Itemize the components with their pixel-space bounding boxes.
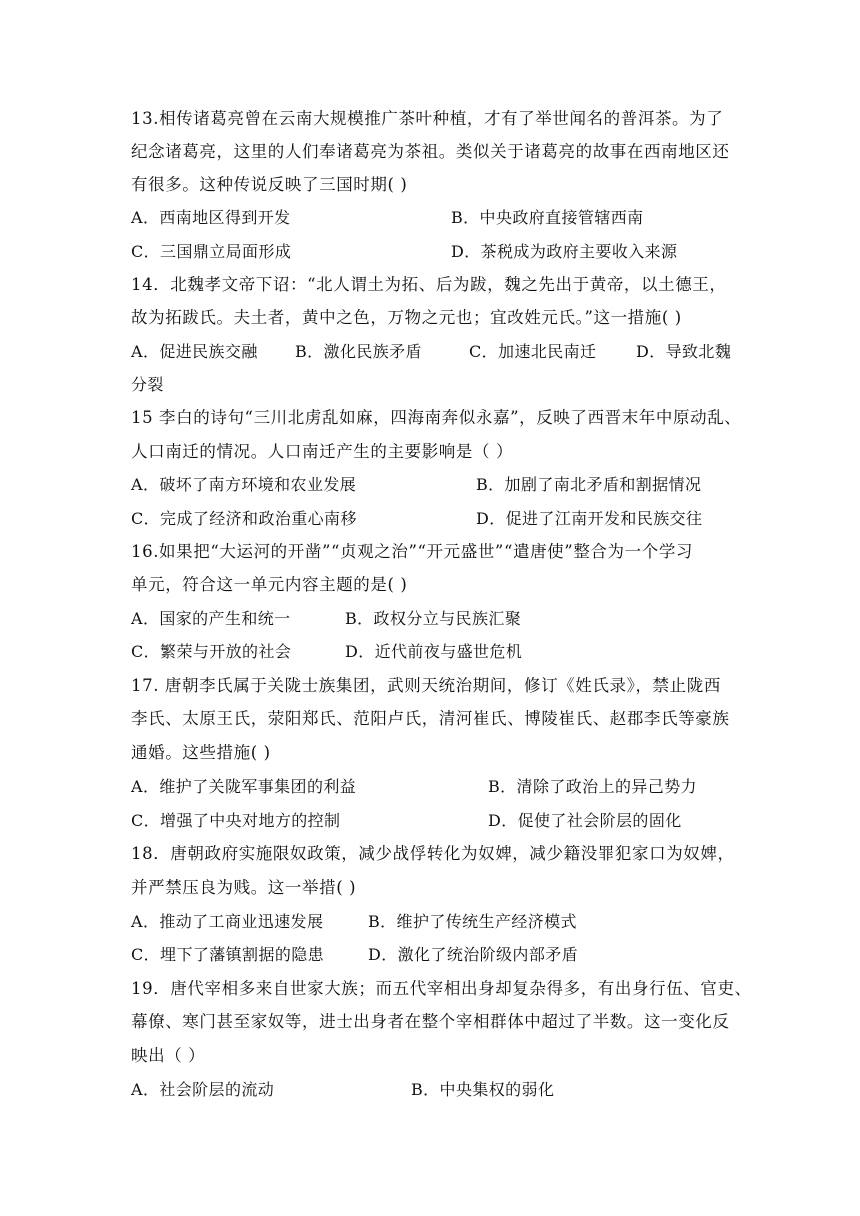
question-17-option-b: B．清除了政治上的异己势力 (488, 777, 697, 796)
question-18-option-d: D．激化了统治阶级内部矛盾 (368, 945, 579, 964)
question-14-line-2: 故为拓跋氏。夫土者，黄中之色，万物之元也；宜改姓元氏。”这一措施( ) (131, 308, 682, 327)
question-19-line-2: 幕僚、寒门甚至家奴等，进士出身者在整个宰相群体中超过了半数。这一变化反 (131, 1012, 730, 1031)
question-14-option-c: C．加速北民南迁 (469, 342, 597, 361)
question-17-option-a: A．维护了关陇军事集团的利益 (131, 777, 357, 796)
question-14-option-a: A．促进民族交融 (131, 342, 258, 361)
question-13-option-b: B．中央政府直接管辖西南 (451, 208, 644, 227)
question-14-option-d-wrap: 分裂 (131, 375, 164, 394)
question-14-option-b: B．激化民族矛盾 (295, 342, 422, 361)
question-15-option-b: B．加剧了南北矛盾和割据情况 (476, 475, 702, 494)
question-19-line-1: 19．唐代宰相多来自世家大族；而五代宰相出身却复杂得多，有出身行伍、官吏、 (131, 979, 752, 998)
question-16-option-b: B．政权分立与民族汇聚 (345, 609, 522, 628)
question-18-option-a: A．推动了工商业迅速发展 (131, 912, 324, 931)
question-19-line-3: 映出（ ） (131, 1046, 206, 1065)
question-15-option-d: D．促进了江南开发和民族交往 (476, 509, 703, 528)
question-13-option-a: A．西南地区得到开发 (131, 208, 291, 227)
question-17-line-1: 17. 唐朝李氏属于关陇士族集团，武则天统治期间，修订《姓氏录》，禁止陇西 (131, 676, 721, 695)
question-15-line-2: 人口南迁的情况。人口南迁产生的主要影响是（ ） (131, 442, 514, 461)
question-18-option-c: C．埋下了藩镇割据的隐患 (131, 945, 325, 964)
question-15-option-c: C．完成了经济和政治重心南移 (131, 509, 357, 528)
question-19-option-b: B．中央集权的弱化 (411, 1080, 555, 1099)
question-17-option-d: D．促使了社会阶层的固化 (488, 811, 682, 830)
question-18-line-2: 并严禁压良为贱。这一举措( ) (131, 878, 357, 897)
question-18-option-b: B．维护了传统生产经济模式 (368, 912, 577, 931)
question-13-line-2: 纪念诸葛亮，这里的人们奉诸葛亮为茶祖。类似关于诸葛亮的故事在西南地区还 (131, 142, 730, 161)
question-13-option-d: D．茶税成为政府主要收入来源 (451, 242, 678, 261)
question-16-option-d: D．近代前夜与盛世危机 (345, 642, 523, 661)
question-18-line-1: 18．唐朝政府实施限奴政策，减少战俘转化为奴婢，减少籍没罪犯家口为奴婢， (131, 844, 735, 863)
question-15-option-a: A．破坏了南方环境和农业发展 (131, 475, 357, 494)
question-17-option-c: C．增强了中央对地方的控制 (131, 811, 341, 830)
question-13-line-3: 有很多。这种传说反映了三国时期( ) (131, 175, 408, 194)
question-17-line-3: 通婚。这些措施( ) (131, 743, 271, 762)
question-13-option-c: C．三国鼎立局面形成 (131, 242, 292, 261)
question-16-line-1: 16.如果把“大运河的开凿”“贞观之治”“开元盛世”“遣唐使”整合为一个学习 (131, 542, 694, 561)
question-17-line-2: 李氏、太原王氏，荥阳郑氏、范阳卢氏，清河崔氏、博陵崔氏、赵郡李氏等豪族 (131, 709, 730, 728)
question-16-option-a: A．国家的产生和统一 (131, 609, 291, 628)
question-15-line-1: 15 李白的诗句“三川北虏乱如麻，四海南奔似永嘉”，反映了西晋末年中原动乱、 (131, 408, 742, 427)
question-14-line-1: 14．北魏孝文帝下诏：“北人谓土为拓、后为跋，魏之先出于黄帝，以土德王， (131, 275, 727, 294)
question-14-option-d: D．导致北魏 (636, 342, 732, 361)
question-19-option-a: A．社会阶层的流动 (131, 1080, 275, 1099)
question-16-line-2: 单元，符合这一单元内容主题的是( ) (131, 575, 408, 594)
question-16-option-c: C．繁荣与开放的社会 (131, 642, 292, 661)
question-13-line-1: 13.相传诸葛亮曾在云南大规模推广茶叶种植，才有了举世闻名的普洱茶。为了 (131, 109, 724, 128)
